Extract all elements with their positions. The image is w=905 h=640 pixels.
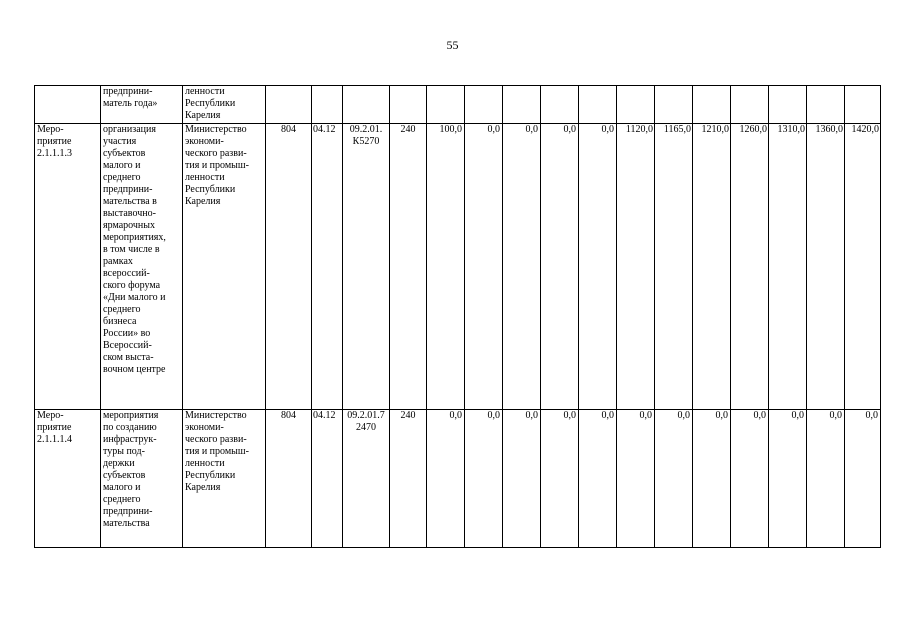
csr-cell: 09.2.01.7 2470	[343, 410, 390, 548]
empty-cell	[503, 86, 541, 124]
value-cell: 0,0	[465, 410, 503, 548]
value-cell: 1120,0	[617, 124, 655, 410]
value-cell: 0,0	[427, 410, 465, 548]
name-cell	[35, 86, 101, 124]
value-cell: 1310,0	[769, 124, 807, 410]
empty-cell	[769, 86, 807, 124]
rzpr-cell: 04.12	[312, 124, 343, 410]
empty-cell	[312, 86, 343, 124]
empty-cell	[266, 86, 312, 124]
empty-cell	[807, 86, 845, 124]
executor-cell: ленности Республики Карелия	[183, 86, 266, 124]
csr-cell: 09.2.01. К5270	[343, 124, 390, 410]
empty-cell	[541, 86, 579, 124]
empty-cell	[579, 86, 617, 124]
empty-cell	[465, 86, 503, 124]
empty-cell	[655, 86, 693, 124]
rzpr-cell: 04.12	[312, 410, 343, 548]
value-cell: 0,0	[845, 410, 881, 548]
measure-name-cell: Меро- приятие 2.1.1.1.3	[35, 124, 101, 410]
empty-cell	[390, 86, 427, 124]
measure-description-cell: организация участия субъектов малого и среднего предприни- мательства в выставочно- ярмарочных мероприятиях, в том числе в рамках всероссий- ского форума «Дни малого и среднего бизнеса России» во Всероссий- ском выста- вочном центре	[101, 124, 183, 410]
budget-table	[34, 85, 881, 548]
value-cell: 0,0	[807, 410, 845, 548]
continuation-row	[35, 86, 881, 124]
value-cell: 0,0	[655, 410, 693, 548]
vr-cell: 240	[390, 124, 427, 410]
grbs-cell: 804	[266, 124, 312, 410]
value-cell: 0,0	[503, 410, 541, 548]
empty-cell	[617, 86, 655, 124]
executor-cell: Министерство экономи- ческого разви- тия и промыш- ленности Республики Карелия	[183, 124, 266, 410]
value-cell: 0,0	[579, 124, 617, 410]
empty-cell	[693, 86, 731, 124]
value-cell: 0,0	[465, 124, 503, 410]
value-cell: 1360,0	[807, 124, 845, 410]
page-number: 55	[446, 38, 459, 52]
value-cell: 1210,0	[693, 124, 731, 410]
value-cell: 1260,0	[731, 124, 769, 410]
value-cell: 0,0	[769, 410, 807, 548]
empty-cell	[343, 86, 390, 124]
value-cell: 0,0	[579, 410, 617, 548]
measure-description-cell: мероприятия по созданию инфраструк- туры под- держки субъектов малого и среднего предприни- мательства	[101, 410, 183, 548]
value-cell: 1420,0	[845, 124, 881, 410]
empty-cell	[731, 86, 769, 124]
value-cell: 0,0	[541, 410, 579, 548]
empty-cell	[427, 86, 465, 124]
executor-cell: Министерство экономи- ческого разви- тия и промыш- ленности Республики Карелия	[183, 410, 266, 548]
value-cell: 0,0	[731, 410, 769, 548]
value-cell: 100,0	[427, 124, 465, 410]
value-cell: 1165,0	[655, 124, 693, 410]
value-cell: 0,0	[693, 410, 731, 548]
empty-cell	[845, 86, 881, 124]
vr-cell: 240	[390, 410, 427, 548]
description-cell: предприни- матель года»	[101, 86, 183, 124]
value-cell: 0,0	[541, 124, 579, 410]
table-row	[35, 410, 881, 548]
grbs-cell: 804	[266, 410, 312, 548]
measure-name-cell: Меро- приятие 2.1.1.1.4	[35, 410, 101, 548]
value-cell: 0,0	[617, 410, 655, 548]
table-row	[35, 124, 881, 410]
value-cell: 0,0	[503, 124, 541, 410]
